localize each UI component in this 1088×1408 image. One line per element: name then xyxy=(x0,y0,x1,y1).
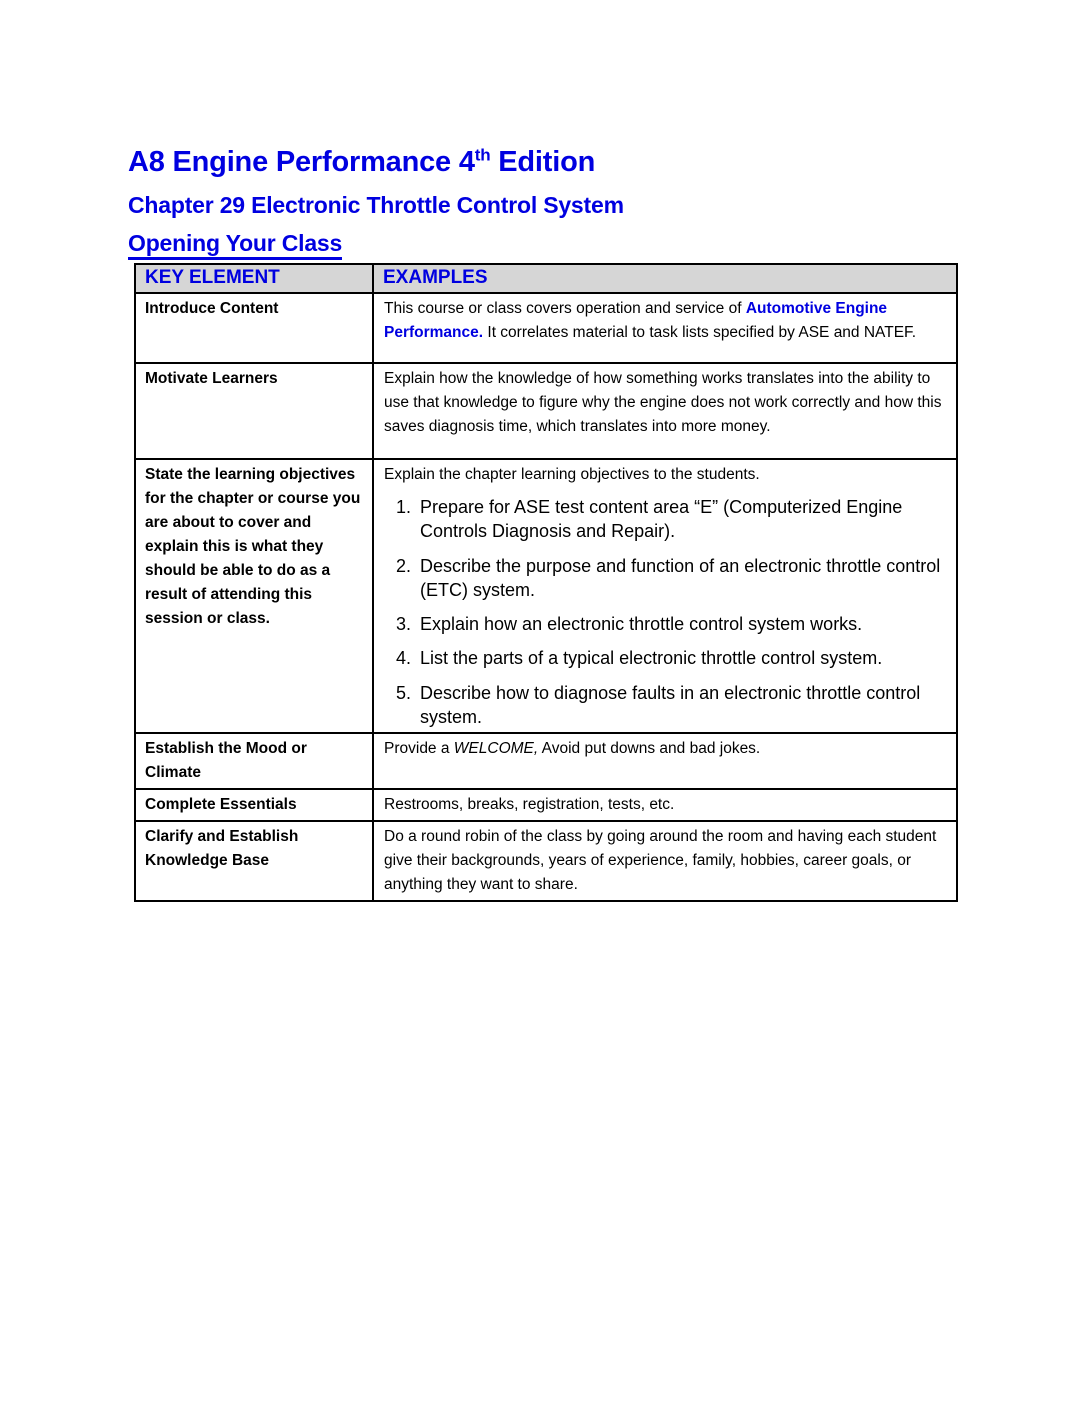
example-text-segment: Provide a xyxy=(384,740,454,758)
example-text-segment: Explain the chapter learning objectives to the students. xyxy=(384,465,760,483)
example-paragraph xyxy=(384,367,946,439)
key-element-cell: Clarify and Establish Knowledge Base xyxy=(135,821,373,901)
title-superscript: th xyxy=(474,145,491,165)
example-paragraph xyxy=(384,297,946,345)
title-suffix: Edition xyxy=(490,146,596,178)
table-header-row xyxy=(135,264,957,293)
example-cell xyxy=(373,821,957,901)
example-text-segment: Explain how the knowledge of how something works translates into the ability to use that knowledge to figure why the engine does not work correctly and how this saves diagnosis time, which translates into more money. xyxy=(384,369,942,435)
table-row xyxy=(135,821,957,901)
example-text-segment: WELCOME, xyxy=(453,740,539,758)
title-prefix: A8 Engine Performance 4 xyxy=(128,146,475,178)
objective-item: 2. Describe the purpose and function of an electronic throttle control (ETC) system. xyxy=(416,554,946,603)
example-cell xyxy=(373,789,957,821)
example-paragraph xyxy=(384,463,946,487)
objective-item: 5. Describe how to diagnose faults in an electronic throttle control system. xyxy=(416,681,946,730)
examples-header: EXAMPLES xyxy=(373,264,957,293)
key-element-cell: Motivate Learners xyxy=(135,363,373,459)
example-paragraph xyxy=(384,737,946,761)
objective-item: 3. Explain how an electronic throttle control system works. xyxy=(416,612,946,636)
objective-item: 4. List the parts of a typical electronic throttle control system. xyxy=(416,646,946,670)
section-heading-text: Opening Your Class xyxy=(128,230,342,260)
key-element-header: KEY ELEMENT xyxy=(135,264,373,293)
example-cell xyxy=(373,363,957,459)
example-text-segment: Avoid put downs and bad jokes. xyxy=(538,740,761,758)
table-row xyxy=(135,789,957,821)
key-element-cell: Introduce Content xyxy=(135,293,373,363)
example-text-segment: Do a round robin of the class by going around the room and having each student give their backgrounds, years of experience, family, hobbies, career goals, or anything they want to share. xyxy=(384,828,937,894)
key-element-cell: Establish the Mood or Climate xyxy=(135,733,373,789)
objective-item: 1. Prepare for ASE test content area “E” (Computerized Engine Controls Diagnosis and Repair). xyxy=(416,495,946,544)
table-body xyxy=(135,293,957,901)
table-row xyxy=(135,459,957,733)
table-row xyxy=(135,363,957,459)
table-header xyxy=(135,264,957,293)
example-text-segment: This course or class covers operation and service of xyxy=(384,299,746,317)
example-paragraph xyxy=(384,793,946,817)
example-cell xyxy=(373,293,957,363)
key-element-cell: Complete Essentials xyxy=(135,789,373,821)
opening-class-table xyxy=(134,263,958,902)
example-text-segment: Automotive Engine Performance. xyxy=(384,299,888,341)
example-paragraph xyxy=(384,825,946,897)
table-row xyxy=(135,293,957,363)
example-cell xyxy=(373,459,957,733)
table-row xyxy=(135,733,957,789)
example-cell xyxy=(373,733,957,789)
key-element-cell: State the learning objectives for the chapter or course you are about to cover and explain this is what they should be able to do as a result of attending this session or class. xyxy=(135,459,373,733)
example-text-segment: It correlates material to task lists specified by ASE and NATEF. xyxy=(483,323,917,341)
document-title xyxy=(128,146,1088,179)
objectives-list xyxy=(384,495,946,729)
chapter-heading: Chapter 29 Electronic Throttle Control System xyxy=(128,192,624,219)
example-text-segment: Restrooms, breaks, registration, tests, etc. xyxy=(384,796,675,814)
section-heading xyxy=(128,230,1088,260)
